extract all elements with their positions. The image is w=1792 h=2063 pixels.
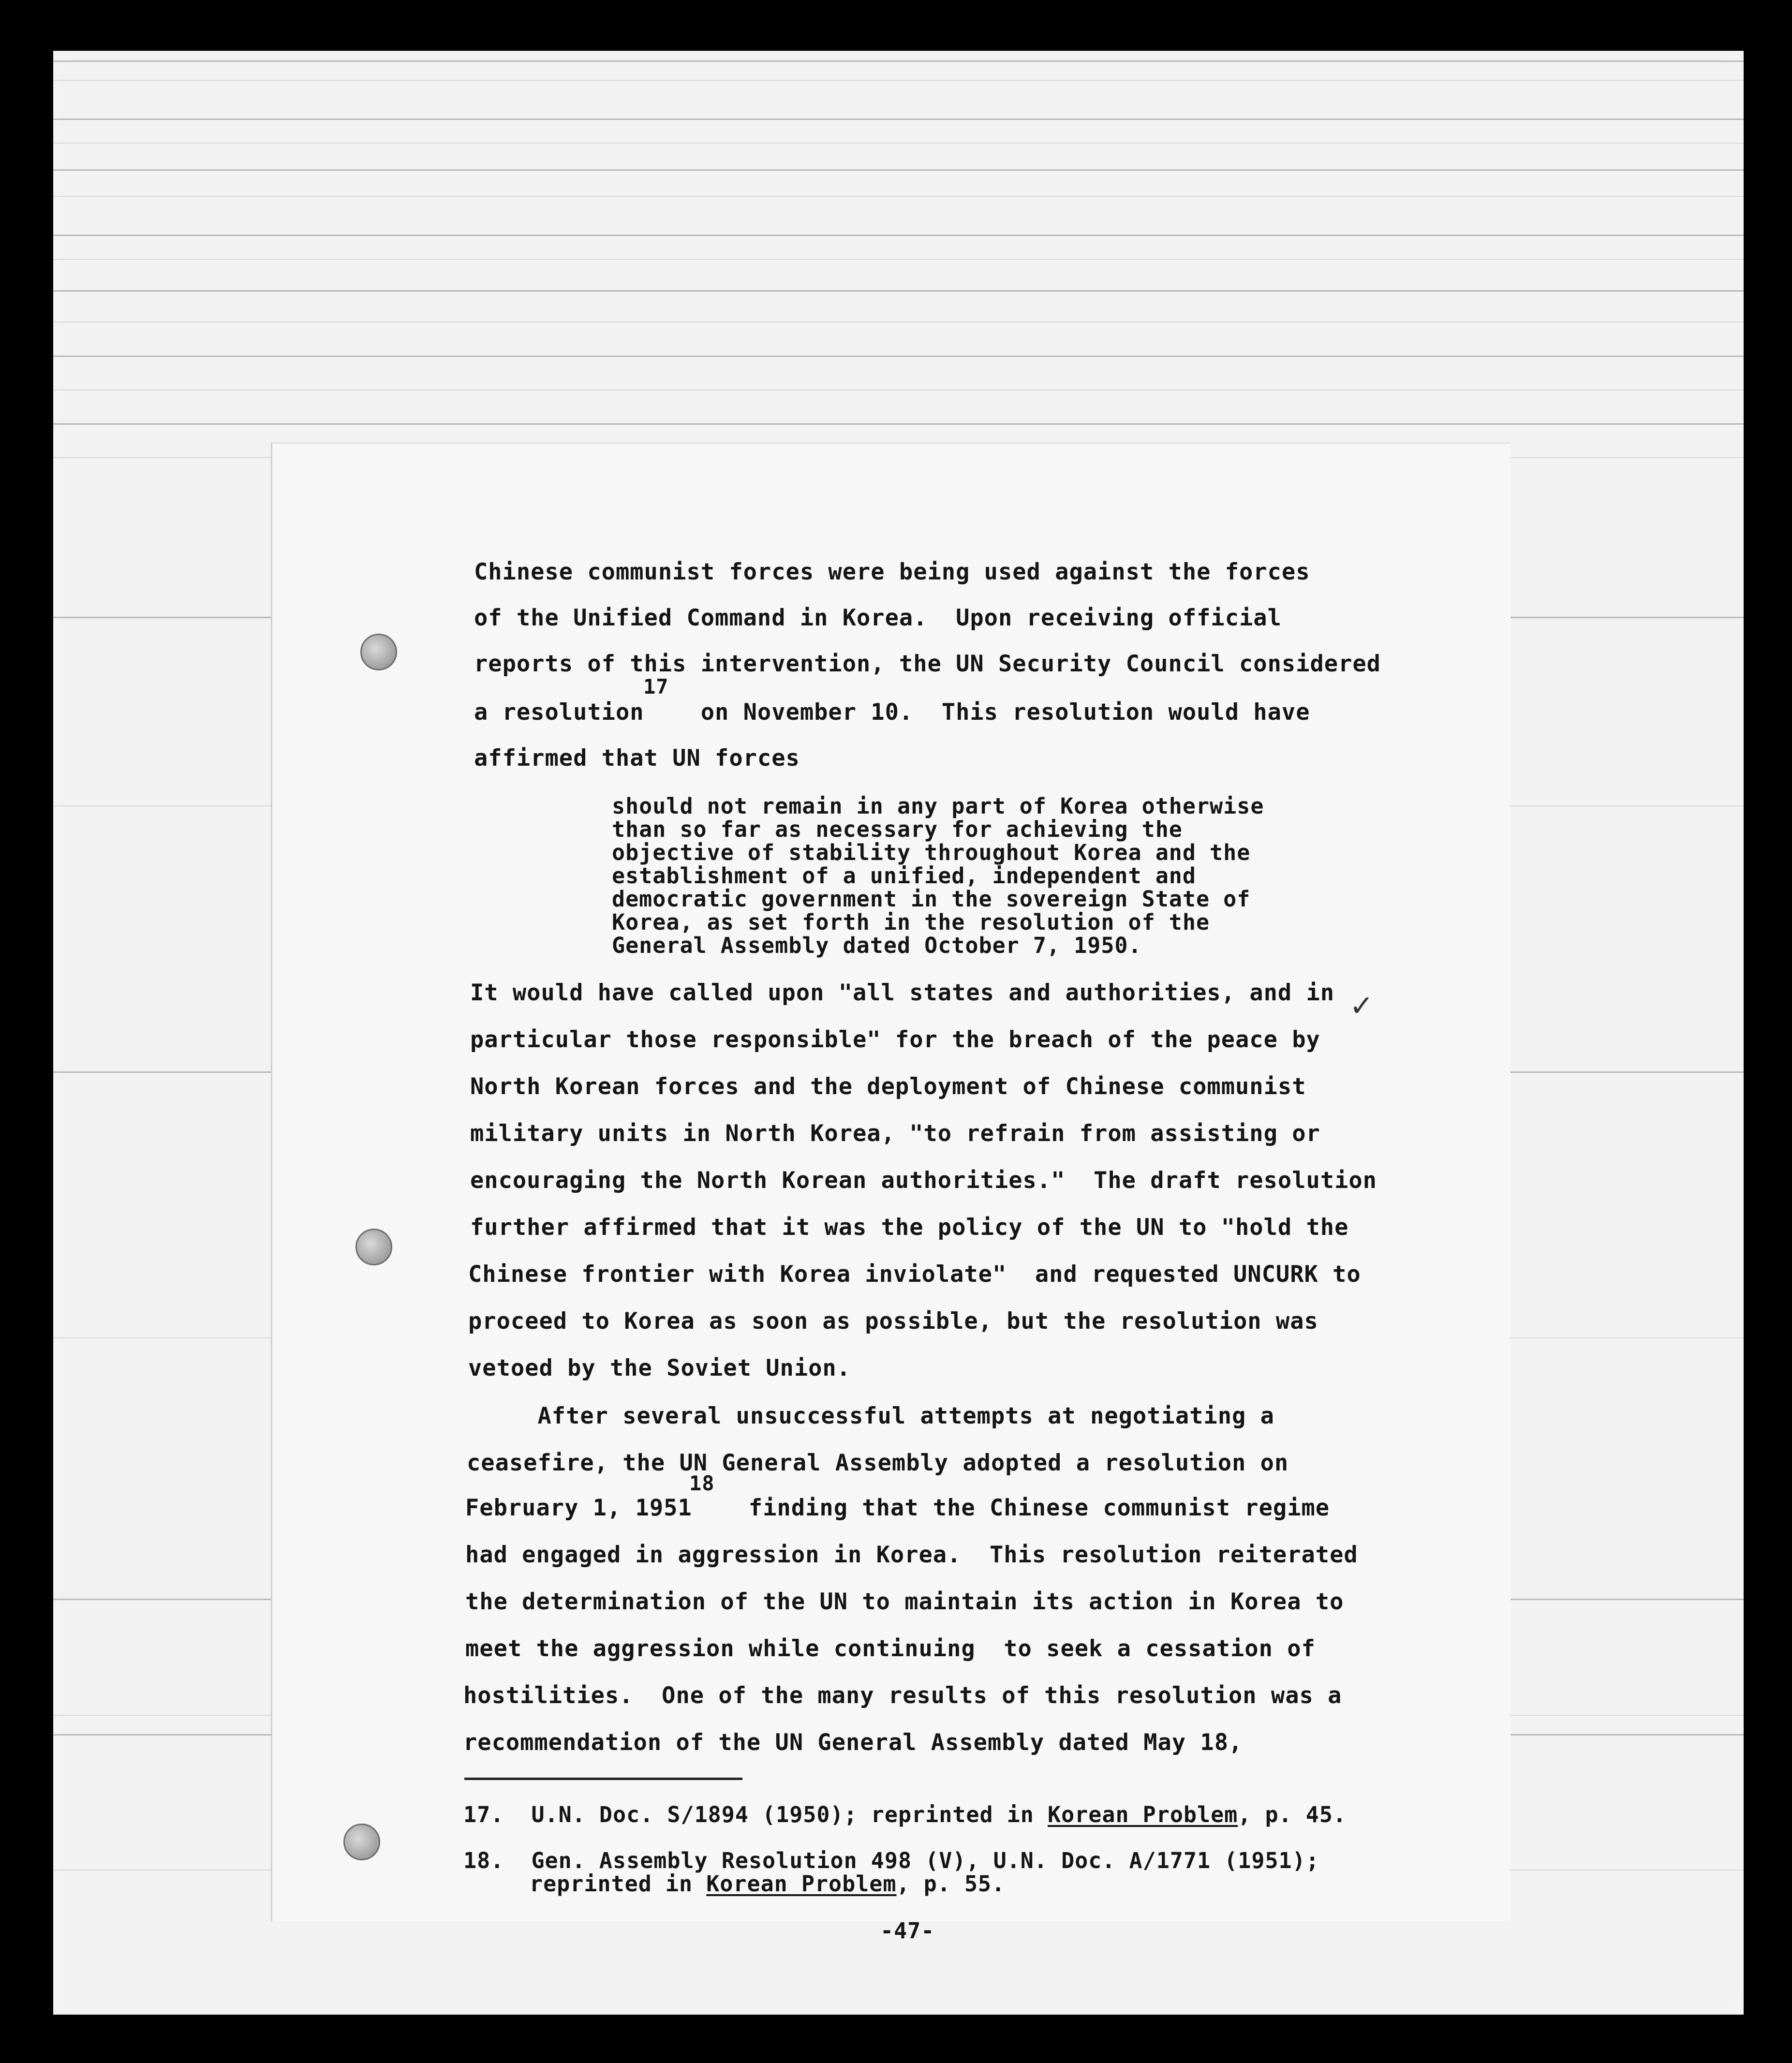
body-line: a resolution on November 10. This resolution would have [474, 699, 1310, 726]
scan-streak [53, 389, 1744, 390]
footnote-separator [464, 1778, 742, 1780]
scan-streak [53, 143, 1744, 144]
scan-streak [53, 356, 1744, 357]
footnote-marker-17: 17 [643, 675, 669, 698]
scan-streak [53, 119, 1744, 120]
body-line: Chinese frontier with Korea inviolate" and requested UNCURK to [468, 1261, 1361, 1288]
body-line: Chinese communist forces were being used against the forces [474, 559, 1310, 585]
footnote-text: reprinted in [530, 1871, 707, 1897]
scan-streak [53, 60, 1744, 62]
footnote-text: , p. 55. [896, 1871, 1006, 1897]
footnote-text: U.N. Doc. S/1894 (1950); reprinted in [531, 1802, 1048, 1827]
footnote-title: Korean Problem [1047, 1802, 1238, 1827]
scan-streak [53, 290, 1744, 292]
scan-streak [53, 423, 1744, 425]
body-line: meet the aggression while continuing to seek a cessation of [465, 1635, 1316, 1662]
footnote-text: Gen. Assembly Resolution 498 (V), U.N. Doc. A/1771 (1951); [531, 1848, 1319, 1873]
footnote-number: 17. [463, 1802, 504, 1827]
quote-line: Korea, as set forth in the resolution of the [612, 909, 1210, 935]
body-line: After several unsuccessful attempts at negotiating a [467, 1403, 1274, 1429]
footnote-marker-18: 18 [689, 1471, 715, 1495]
punch-hole [343, 1824, 380, 1860]
body-line: recommendation of the UN General Assembly dated May 18, [463, 1729, 1243, 1756]
quote-line: objective of stability throughout Korea and the [612, 840, 1251, 865]
scan-streak [53, 80, 1744, 81]
body-line: reports of this intervention, the UN Security Council considered [474, 651, 1381, 677]
footnote-18-line2 [530, 1871, 1005, 1897]
body-line: of the Unified Command in Korea. Upon receiving official [474, 605, 1282, 631]
footnote-17 [463, 1802, 1347, 1827]
quote-line: should not remain in any part of Korea otherwise [612, 793, 1264, 819]
scan-streak [53, 169, 1744, 171]
body-line: vetoed by the Soviet Union. [468, 1355, 851, 1381]
scan-streak [53, 259, 1744, 260]
body-line: particular those responsible" for the breach of the peace by [470, 1026, 1320, 1053]
footnote-number: 18. [463, 1848, 504, 1873]
body-line: had engaged in aggression in Korea. This resolution reiterated [465, 1542, 1358, 1568]
body-line: February 1, 1951 finding that the Chinese communist regime [465, 1495, 1330, 1521]
scan-streak [53, 235, 1744, 236]
quote-line: democratic government in the sovereign State of [612, 886, 1251, 912]
body-line: affirmed that UN forces [474, 745, 800, 772]
footnote-title: Korean Problem [706, 1871, 897, 1897]
body-line: It would have called upon "all states and authorities, and in [470, 980, 1335, 1006]
body-line: the determination of the UN to maintain its action in Korea to [465, 1588, 1344, 1615]
body-line: encouraging the North Korean authorities." The draft resolution [470, 1167, 1377, 1194]
scan-streak [53, 196, 1744, 197]
body-line: ceasefire, the UN General Assembly adopted a resolution on [467, 1450, 1289, 1476]
page-number: -47- [880, 1918, 935, 1944]
punch-hole [360, 634, 397, 670]
scan-streak [53, 322, 1744, 323]
body-line: hostilities. One of the many results of this resolution was a [463, 1682, 1342, 1709]
quote-line: establishment of a unified, independent and [612, 863, 1196, 889]
punch-hole [355, 1229, 392, 1265]
footnote-18-line1 [463, 1848, 1319, 1873]
margin-check-mark: ✓ [1349, 989, 1374, 1023]
body-line: further affirmed that it was the policy of the UN to "hold the [470, 1214, 1349, 1241]
footnote-text: , p. 45. [1238, 1802, 1347, 1827]
body-line: North Korean forces and the deployment of Chinese communist [470, 1073, 1306, 1100]
body-line: military units in North Korea, "to refrain from assisting or [470, 1120, 1320, 1147]
quote-line: than so far as necessary for achieving the [612, 816, 1183, 842]
body-line: proceed to Korea as soon as possible, but the resolution was [468, 1308, 1318, 1335]
quote-line: General Assembly dated October 7, 1950. [612, 933, 1142, 958]
